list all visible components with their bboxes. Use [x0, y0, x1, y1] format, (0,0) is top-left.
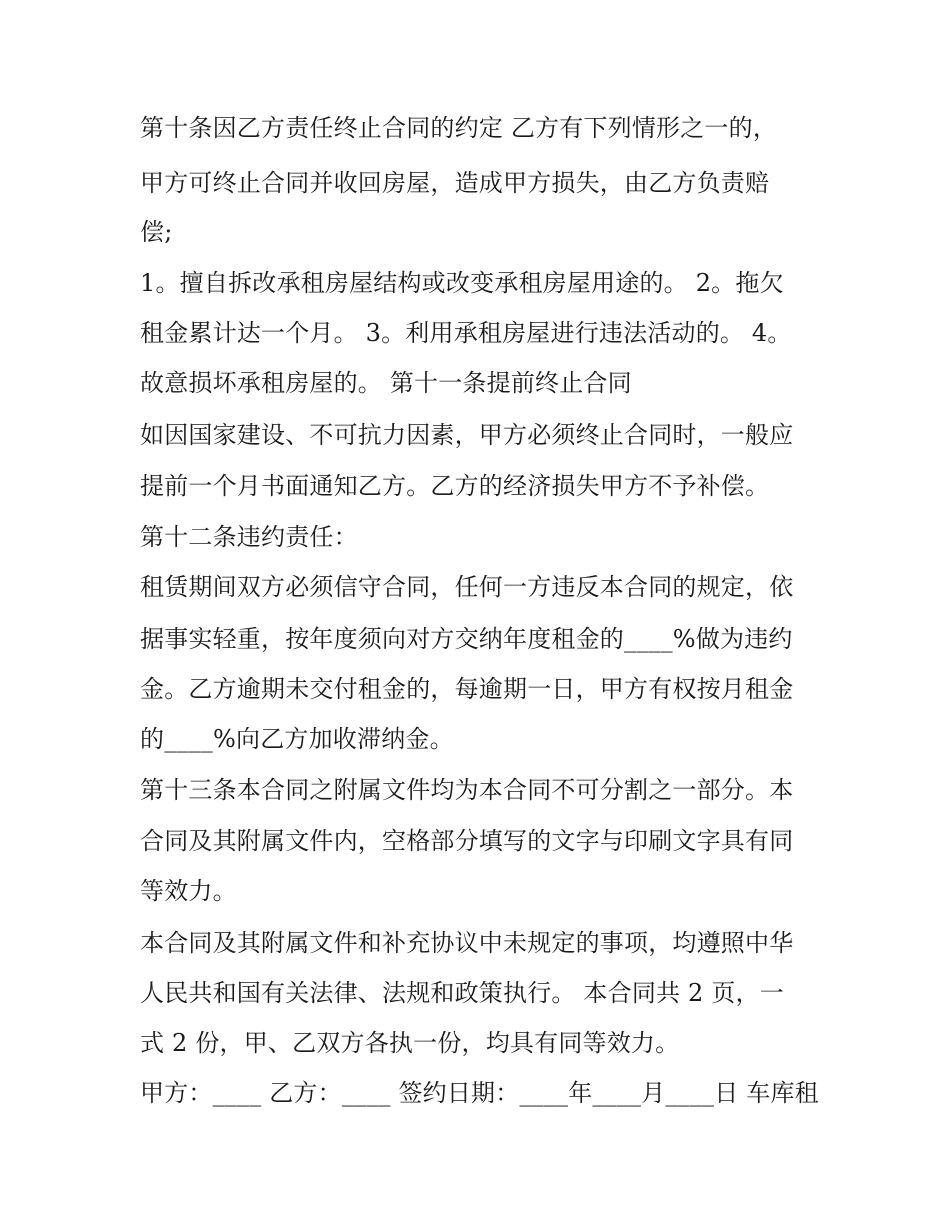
text-line: 甲方可终止合同并收回房屋，造成甲方损失，由乙方负责赔 [140, 169, 770, 197]
text-line: 第十二条违约责任： [140, 523, 358, 551]
text-line: 故意损坏承租房屋的。 第十一条提前终止合同 [140, 369, 632, 397]
text-line: 租赁期间双方必须信守合同，任何一方违反本合同的规定，依 [140, 573, 794, 601]
text-line: 合同及其附属文件内，空格部分填写的文字与印刷文字具有同 [140, 827, 794, 855]
text-line: 式 2 份，甲、乙双方各执一份，均具有同等效力。 [140, 1029, 680, 1057]
text-line: 本合同及其附属文件和补充协议中未规定的事项，均遵照中华 [140, 929, 794, 957]
text-line: 等效力。 [140, 877, 237, 905]
text-line: 租金累计达一个月。 3。利用承租房屋进行违法活动的。 4。 [140, 319, 792, 347]
text-line: 金。乙方逾期未交付租金的，每逾期一日，甲方有权按月租金 [140, 675, 794, 703]
text-line: 1。擅自拆改承租房屋结构或改变承租房屋用途的。 2。拖欠 [140, 269, 784, 297]
text-line: 人民共和国有关法律、法规和政策执行。 本合同共 2 页，一 [140, 979, 784, 1007]
text-line: 据事实轻重，按年度须向对方交纳年度租金的____%做为违约 [140, 625, 793, 653]
text-line: 甲方：____ 乙方：____ 签约日期：____年____月____日 车库租 [140, 1079, 819, 1107]
text-line: 提前一个月书面通知乙方。乙方的经济损失甲方不予补偿。 [140, 472, 770, 500]
text-line: 的____%向乙方加收滞纳金。 [140, 725, 454, 753]
text-line: 如因国家建设、不可抗力因素，甲方必须终止合同时，一般应 [140, 421, 794, 449]
text-line: 第十三条本合同之附属文件均为本合同不可分割之一部分。本 [140, 776, 794, 804]
text-line: 第十条因乙方责任终止合同的约定 乙方有下列情形之一的， [140, 114, 778, 142]
text-line: 偿; [140, 218, 173, 246]
